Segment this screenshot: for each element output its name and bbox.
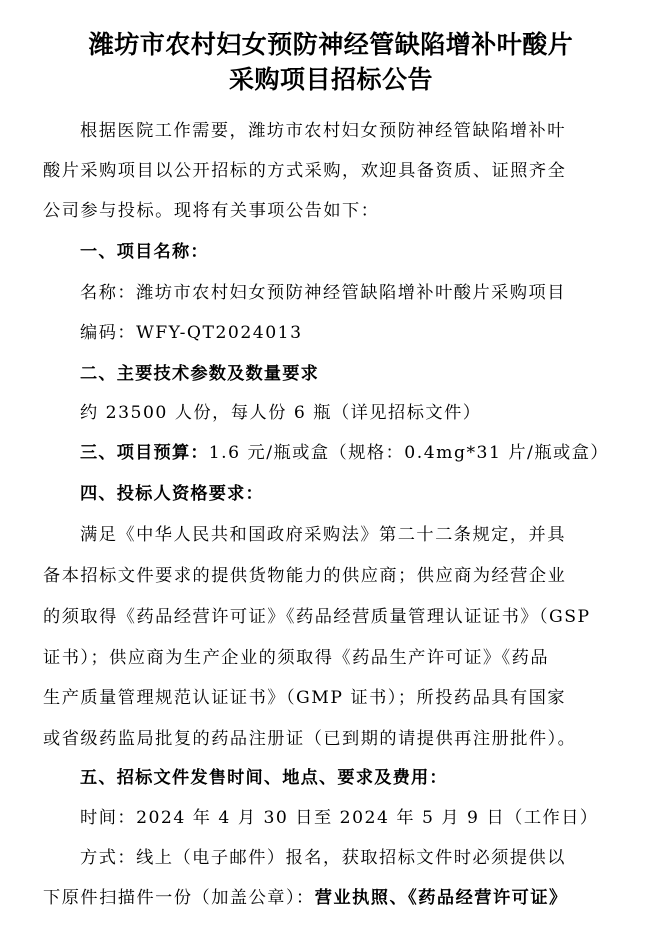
sale-method: 方式：线上（电子邮件）报名，获取招标文件时必须提供以 — [80, 848, 566, 868]
qualification-line-6: 或省级药监局批复的药品注册证（已到期的请提供再注册批件）。 — [43, 729, 577, 749]
project-code: 编码：WFY-QT2024013 — [80, 323, 303, 343]
sale-method-continued — [43, 886, 623, 910]
qualification-line-5: 生产质量管理规范认证证书》（GMP 证书）；所投药品具有国家 — [43, 688, 567, 708]
title-line-2: 采购项目招标公告 — [228, 65, 433, 94]
section-3-line — [80, 441, 625, 465]
qualification-line-4: 证书）；供应商为生产企业的须取得《药品生产许可证》《药品 — [43, 648, 550, 668]
budget-text: 1.6 元/瓶或盒（规格：0.4mg*31 片/瓶或盒） — [208, 443, 610, 463]
section-4-heading: 四、投标人资格要求： — [80, 484, 264, 504]
section-5-heading: 五、招标文件发售时间、地点、要求及费用： — [80, 768, 448, 788]
project-name: 名称：潍坊市农村妇女预防神经管缺陷增补叶酸片采购项目 — [80, 283, 566, 303]
qualification-line-2: 备本招标文件要求的提供货物能力的供应商；供应商为经营企业 — [43, 566, 567, 586]
sale-time: 时间：2024 年 4 月 30 日至 2024 年 5 月 9 日（工作日） — [80, 808, 599, 828]
scan-requirement: 下原件扫描件一份（加盖公章）： — [43, 888, 315, 908]
section-3-heading: 三、项目预算： — [80, 443, 209, 463]
qualification-line-3: 的须取得《药品经营许可证》《药品经营质量管理认证证书》（GSP — [43, 607, 591, 627]
section-1-heading: 一、项目名称： — [80, 242, 209, 262]
qualification-line-1: 满足《中华人民共和国政府采购法》第二十二条规定，并具 — [80, 525, 566, 545]
quantity-requirement: 约 23500 人份，每人份 6 瓶（详见招标文件） — [80, 403, 482, 423]
required-documents: 营业执照、《药品经营许可证》 — [314, 888, 568, 908]
section-2-heading: 二、主要技术参数及数量要求 — [80, 364, 320, 384]
intro-line-3: 公司参与投标。现将有关事项公告如下： — [43, 201, 380, 221]
intro-line-1: 根据医院工作需要，潍坊市农村妇女预防神经管缺陷增补叶 — [80, 121, 566, 141]
intro-line-2: 酸片采购项目以公开招标的方式采购，欢迎具备资质、证照齐全 — [43, 161, 567, 181]
title-line-1: 潍坊市农村妇女预防神经管缺陷增补叶酸片 — [88, 30, 574, 59]
